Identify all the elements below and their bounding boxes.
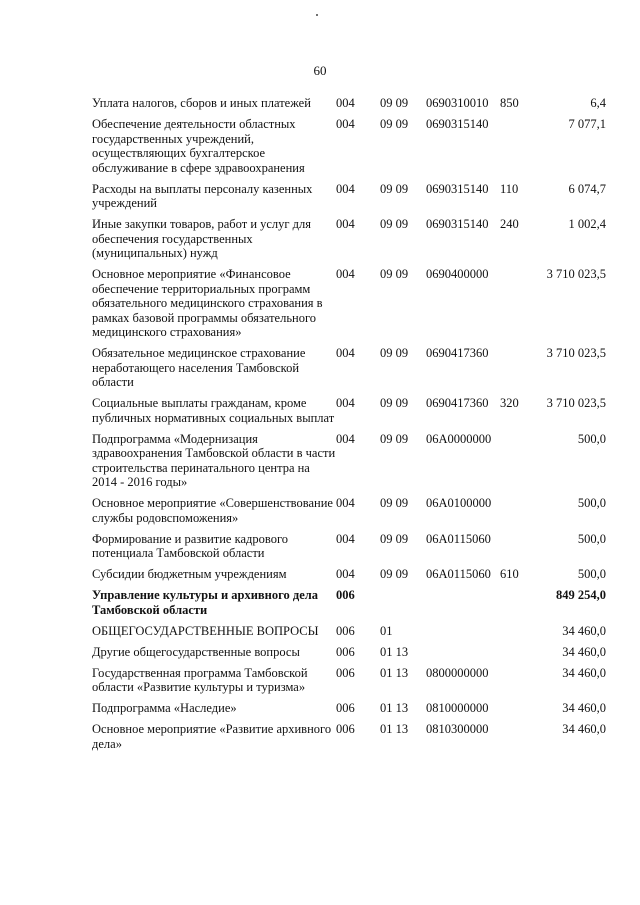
row-amount: 3 710 023,5	[546, 267, 606, 281]
row-target-article: 06А0115060	[426, 567, 491, 581]
row-expense-type	[500, 624, 536, 645]
row-name: ОБЩЕГОСУДАРСТВЕННЫЕ ВОПРОСЫ	[92, 623, 319, 638]
table-row	[92, 532, 606, 568]
row-target-article: 0800000000	[426, 665, 489, 680]
page-number: 60	[313, 63, 327, 78]
table-row	[92, 588, 606, 624]
row-name: Основное мероприятие «Развитие архивного дела»	[92, 722, 332, 751]
row-ministry-code: 004	[336, 567, 355, 581]
row-ministry-code: 006	[336, 722, 355, 736]
row-name: Подпрограмма «Модернизация здравоохранения Тамбовской области в части строительства перинатального центра на 2014 - 2016 годы»	[92, 431, 336, 489]
table-row	[92, 117, 606, 182]
row-target-article	[426, 624, 500, 645]
row-ministry-code: 004	[336, 117, 355, 131]
row-ministry-code: 004	[336, 96, 355, 110]
row-section-code: 09 09	[380, 531, 409, 546]
row-target-article: 0690417360	[426, 346, 489, 360]
table-row	[92, 96, 606, 117]
row-expense-type	[500, 346, 536, 396]
row-name: Подпрограмма «Наследие»	[92, 701, 237, 715]
row-ministry-code: 004	[336, 531, 355, 546]
row-expense-type	[500, 267, 536, 346]
table-row	[92, 217, 606, 267]
row-section-code: 09 09	[380, 217, 409, 231]
row-expense-type: 240	[500, 217, 519, 231]
table-row	[92, 396, 606, 432]
row-expense-type	[500, 496, 536, 532]
row-expense-type	[500, 666, 536, 702]
table-row	[92, 666, 606, 702]
row-amount: 500,0	[577, 531, 606, 546]
row-ministry-code: 004	[336, 346, 355, 360]
row-name: Основное мероприятие «Финансовое обеспечение территориальных программ обязательного медицинского страхования в рамках базовой программы обязательного медицинского страхования»	[92, 267, 323, 339]
row-target-article	[426, 588, 500, 624]
row-name: Государственная программа Тамбовской области «Развитие культуры и туризма»	[92, 665, 308, 694]
row-target-article: 06А0000000	[426, 431, 492, 446]
row-expense-type	[500, 432, 536, 497]
row-ministry-code: 004	[336, 431, 355, 446]
row-ministry-code: 006	[336, 644, 355, 659]
row-ministry-code: 004	[336, 496, 355, 510]
row-target-article: 0690315140	[426, 117, 489, 131]
row-name: Формирование и развитие кадрового потенциала Тамбовской области	[92, 531, 289, 560]
row-name: Другие общегосударственные вопросы	[92, 644, 300, 659]
row-amount: 34 460,0	[562, 644, 606, 659]
row-target-article: 0690315140	[426, 181, 489, 196]
row-amount: 849 254,0	[556, 588, 606, 602]
row-expense-type	[500, 701, 536, 722]
row-section-code: 01 13	[380, 722, 409, 736]
row-target-article: 0810300000	[426, 722, 489, 736]
table-row	[92, 267, 606, 346]
row-amount: 7 077,1	[568, 117, 606, 131]
row-expense-type: 850	[500, 96, 519, 110]
row-section-code: 09 09	[380, 267, 409, 281]
row-target-article: 0690310010	[426, 96, 489, 110]
row-expense-type	[500, 722, 536, 758]
row-expense-type	[500, 117, 536, 182]
table-row	[92, 567, 606, 588]
row-amount: 3 710 023,5	[546, 346, 606, 360]
table-row	[92, 432, 606, 497]
row-section-code: 09 09	[380, 96, 409, 110]
row-ministry-code: 004	[336, 181, 355, 196]
row-ministry-code: 006	[336, 588, 355, 602]
row-expense-type: 320	[500, 396, 519, 410]
row-ministry-code: 004	[336, 217, 355, 231]
row-expense-type: 610	[500, 567, 519, 581]
row-section-code	[380, 588, 426, 624]
row-ministry-code: 004	[336, 396, 355, 410]
row-name: Субсидии бюджетным учреждениям	[92, 567, 287, 581]
row-ministry-code: 006	[336, 665, 355, 680]
row-section-code: 01 13	[380, 644, 409, 659]
row-target-article: 0690400000	[426, 267, 489, 281]
row-amount: 34 460,0	[562, 722, 606, 736]
budget-table	[92, 96, 606, 758]
row-section-code: 09 09	[380, 496, 409, 510]
row-section-code: 09 09	[380, 117, 409, 131]
row-ministry-code: 006	[336, 623, 355, 638]
row-amount: 34 460,0	[562, 701, 606, 715]
row-amount: 3 710 023,5	[546, 396, 606, 410]
row-ministry-code: 004	[336, 267, 355, 281]
row-section-code: 01 13	[380, 665, 409, 680]
table-row	[92, 624, 606, 645]
row-section-code: 09 09	[380, 396, 409, 410]
row-amount: 500,0	[577, 431, 606, 446]
row-target-article	[426, 645, 500, 666]
row-amount: 6,4	[590, 96, 606, 110]
table-row	[92, 722, 606, 758]
table-row	[92, 701, 606, 722]
row-ministry-code: 006	[336, 701, 355, 715]
table-row	[92, 496, 606, 532]
row-section-code: 09 09	[380, 431, 409, 446]
row-amount: 1 002,4	[568, 217, 606, 231]
row-section-code: 09 09	[380, 181, 409, 196]
row-expense-type: 110	[500, 181, 519, 196]
row-name: Обязательное медицинское страхование неработающего населения Тамбовской области	[92, 346, 306, 389]
row-name: Управление культуры и архивного дела Тамбовской области	[92, 588, 319, 617]
row-target-article: 06А0115060	[426, 531, 491, 546]
row-name: Основное мероприятие «Совершенствование службы родовспоможения»	[92, 496, 333, 525]
row-section-code: 01	[380, 623, 393, 638]
row-amount: 34 460,0	[562, 665, 606, 680]
row-name: Социальные выплаты гражданам, кроме публичных нормативных социальных выплат	[92, 396, 335, 425]
table-row	[92, 182, 606, 218]
row-section-code: 01 13	[380, 701, 409, 715]
row-name: Обеспечение деятельности областных государственных учреждений, осуществляющих бухгалтерское обслуживание в сфере здравоохранения	[92, 117, 305, 175]
row-name: Расходы на выплаты персоналу казенных учреждений	[92, 181, 313, 210]
row-name: Уплата налогов, сборов и иных платежей	[92, 96, 311, 110]
row-amount: 500,0	[577, 567, 606, 581]
row-section-code: 09 09	[380, 567, 409, 581]
row-target-article: 0810000000	[426, 701, 489, 715]
row-expense-type	[500, 532, 536, 568]
scan-speck	[316, 14, 318, 16]
row-target-article: 06А0100000	[426, 496, 492, 510]
row-target-article: 0690315140	[426, 217, 489, 231]
table-row	[92, 645, 606, 666]
row-section-code: 09 09	[380, 346, 409, 360]
table-row	[92, 346, 606, 396]
row-amount: 500,0	[577, 496, 606, 510]
row-expense-type	[500, 588, 536, 624]
row-name: Иные закупки товаров, работ и услуг для обеспечения государственных (муниципальных) нужд	[92, 217, 312, 260]
row-expense-type	[500, 645, 536, 666]
row-target-article: 0690417360	[426, 396, 489, 410]
row-amount: 6 074,7	[568, 181, 606, 196]
row-amount: 34 460,0	[562, 623, 606, 638]
